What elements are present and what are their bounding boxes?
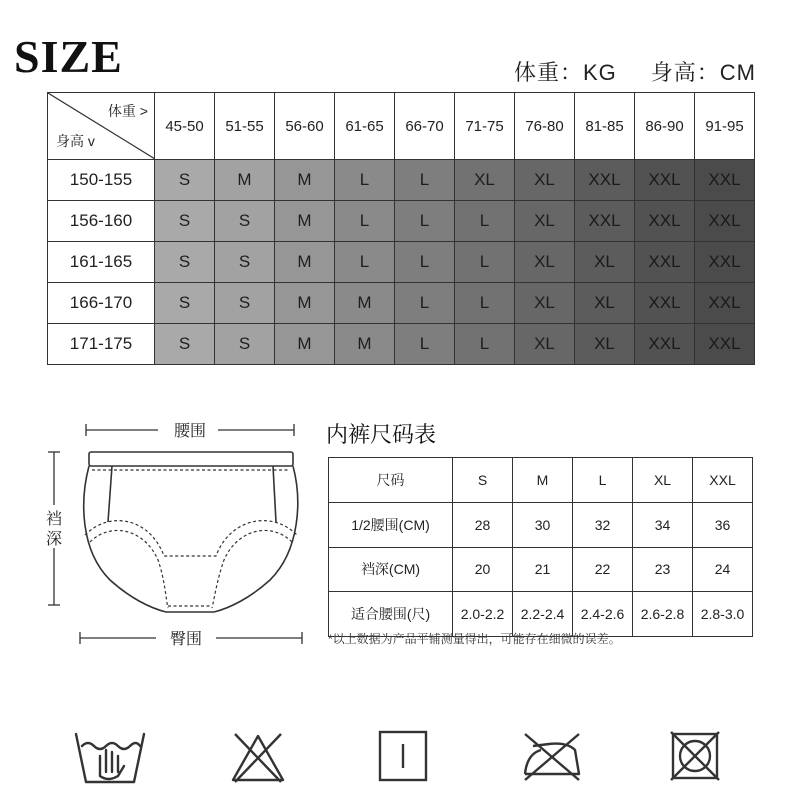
- size-cell: L: [335, 160, 395, 201]
- measure-cell: 2.2-2.4: [513, 592, 573, 637]
- weight-header: 56-60: [275, 93, 335, 160]
- size-cell: M: [275, 283, 335, 324]
- size-cell: S: [155, 201, 215, 242]
- do-not-iron-icon: [519, 728, 585, 784]
- size-cell: XL: [515, 201, 575, 242]
- measure-cell: 28: [453, 502, 513, 547]
- measure-cell: 23: [633, 547, 693, 592]
- measure-cell: 2.6-2.8: [633, 592, 693, 637]
- measure-cell: 24: [693, 547, 753, 592]
- size-cell: XXL: [695, 160, 755, 201]
- height-row-label: 166-170: [48, 283, 155, 324]
- table-row: [48, 242, 755, 283]
- measurement-note: *以上数据为产品平铺测量得出，可能存在细微的误差。: [328, 632, 621, 646]
- size-cell: M: [335, 324, 395, 365]
- measure-cell: 2.0-2.2: [453, 592, 513, 637]
- size-cell: XL: [575, 283, 635, 324]
- line-dry-icon: [376, 728, 430, 784]
- size-chart-corner: [48, 93, 155, 160]
- weight-header: 91-95: [695, 93, 755, 160]
- table-row: [329, 502, 753, 547]
- size-cell: XXL: [635, 160, 695, 201]
- size-cell: L: [335, 201, 395, 242]
- measure-cell: 30: [513, 502, 573, 547]
- size-cell: XXL: [635, 201, 695, 242]
- size-cell: S: [155, 324, 215, 365]
- weight-header: 45-50: [155, 93, 215, 160]
- measure-cell: 20: [453, 547, 513, 592]
- measure-size-header: S: [453, 458, 513, 503]
- size-cell: XXL: [575, 201, 635, 242]
- hip-label: 臀围: [169, 629, 203, 648]
- size-cell: XXL: [695, 201, 755, 242]
- measure-cell: 22: [573, 547, 633, 592]
- size-cell: XL: [575, 242, 635, 283]
- size-cell: S: [155, 283, 215, 324]
- weight-header: 61-65: [335, 93, 395, 160]
- size-cell: L: [395, 201, 455, 242]
- do-not-tumble-dry-icon: [667, 728, 723, 784]
- size-cell: XXL: [695, 242, 755, 283]
- underwear-diagram: [40, 410, 310, 650]
- measure-row-label: 裆深(CM): [329, 547, 453, 592]
- measure-row-label: 适合腰围(尺): [329, 592, 453, 637]
- weight-header: 66-70: [395, 93, 455, 160]
- size-cell: XXL: [635, 324, 695, 365]
- measure-table: [328, 457, 753, 637]
- size-cell: XXL: [635, 283, 695, 324]
- size-chart-table: [47, 92, 755, 365]
- size-cell: L: [395, 242, 455, 283]
- size-cell: L: [455, 283, 515, 324]
- size-cell: S: [215, 324, 275, 365]
- weight-unit: 体重：KG: [513, 60, 617, 85]
- size-cell: XXL: [695, 324, 755, 365]
- corner-height-label: 身高 v: [56, 133, 95, 149]
- table-row: [329, 547, 753, 592]
- weight-header: 86-90: [635, 93, 695, 160]
- measure-cell: 21: [513, 547, 573, 592]
- measure-size-header: L: [573, 458, 633, 503]
- measure-table-title: 内裤尺码表: [326, 422, 437, 447]
- measure-size-header: M: [513, 458, 573, 503]
- size-cell: M: [275, 160, 335, 201]
- size-cell: XL: [515, 324, 575, 365]
- hand-wash-icon: [72, 728, 148, 788]
- table-row: [48, 201, 755, 242]
- do-not-bleach-icon: [229, 728, 287, 784]
- measure-size-header: XXL: [693, 458, 753, 503]
- size-cell: L: [455, 324, 515, 365]
- size-cell: S: [215, 242, 275, 283]
- size-cell: XL: [515, 283, 575, 324]
- size-cell: M: [215, 160, 275, 201]
- size-cell: L: [395, 283, 455, 324]
- measure-header-label: 尺码: [329, 458, 453, 503]
- waist-label: 腰围: [173, 421, 207, 440]
- size-cell: XL: [575, 324, 635, 365]
- measure-cell: 32: [573, 502, 633, 547]
- corner-weight-label: 体重 >: [107, 103, 148, 119]
- size-cell: L: [395, 160, 455, 201]
- size-cell: L: [455, 201, 515, 242]
- garment-outline: [84, 452, 298, 612]
- measure-cell: 2.4-2.6: [573, 592, 633, 637]
- table-row: [48, 283, 755, 324]
- size-cell: S: [215, 283, 275, 324]
- measure-cell: 36: [693, 502, 753, 547]
- weight-header: 51-55: [215, 93, 275, 160]
- height-row-label: 156-160: [48, 201, 155, 242]
- height-row-label: 150-155: [48, 160, 155, 201]
- size-cell: L: [395, 324, 455, 365]
- measure-cell: 2.8-3.0: [693, 592, 753, 637]
- garment-stitching: [85, 470, 297, 608]
- size-cell: S: [215, 201, 275, 242]
- size-chart-header-row: [48, 93, 755, 160]
- weight-header: 81-85: [575, 93, 635, 160]
- table-row: [48, 160, 755, 201]
- size-cell: M: [275, 324, 335, 365]
- size-cell: XL: [515, 242, 575, 283]
- rise-label-top: 裆: [45, 509, 63, 528]
- size-cell: M: [275, 242, 335, 283]
- weight-header: 71-75: [455, 93, 515, 160]
- size-cell: S: [155, 242, 215, 283]
- size-cell: XL: [455, 160, 515, 201]
- size-cell: XXL: [575, 160, 635, 201]
- size-cell: XXL: [695, 283, 755, 324]
- measure-cell: 34: [633, 502, 693, 547]
- size-title: SIZE: [14, 31, 123, 82]
- size-cell: M: [335, 283, 395, 324]
- rise-label-bottom: 深: [45, 529, 63, 548]
- measure-size-header: XL: [633, 458, 693, 503]
- size-cell: S: [155, 160, 215, 201]
- size-cell: M: [275, 201, 335, 242]
- unit-legend: [514, 56, 756, 87]
- table-row: [48, 324, 755, 365]
- height-row-label: 161-165: [48, 242, 155, 283]
- height-unit: 身高：CM: [650, 60, 756, 85]
- size-cell: XL: [515, 160, 575, 201]
- weight-header: 76-80: [515, 93, 575, 160]
- measure-row-label: 1/2腰围(CM): [329, 502, 453, 547]
- size-cell: L: [335, 242, 395, 283]
- size-cell: L: [455, 242, 515, 283]
- table-row: [329, 458, 753, 503]
- size-cell: XXL: [635, 242, 695, 283]
- height-row-label: 171-175: [48, 324, 155, 365]
